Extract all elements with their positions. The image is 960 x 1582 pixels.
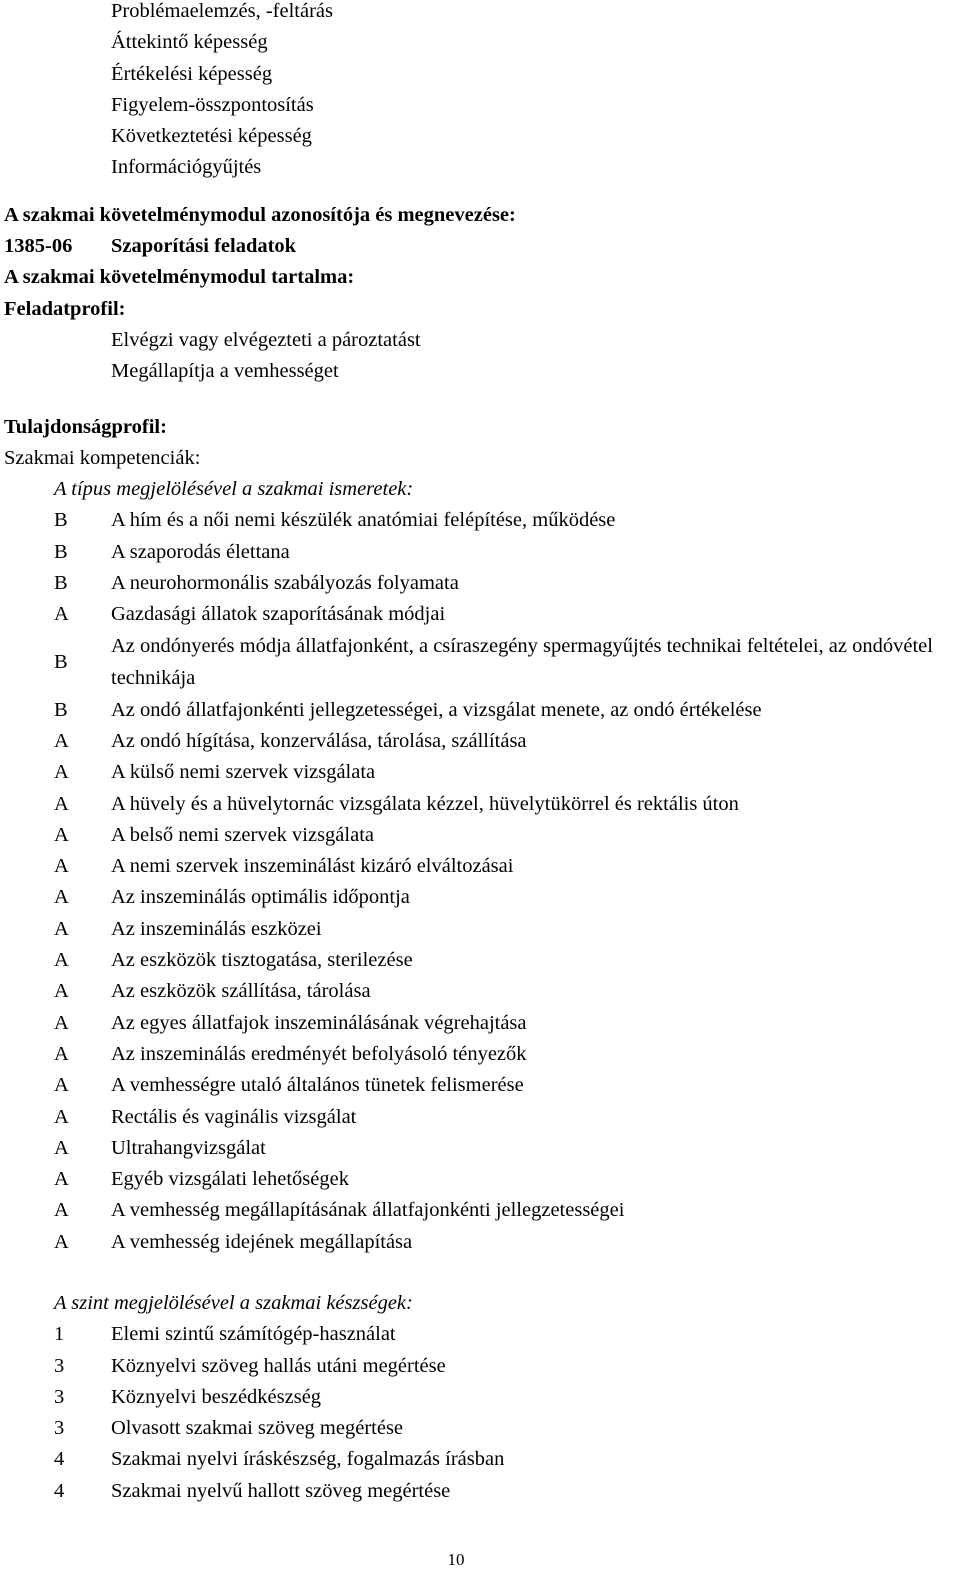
- knowledge-type: B: [54, 698, 68, 721]
- knowledge-text: Az inszeminálás optimális időpontja: [111, 886, 410, 909]
- knowledge-type: A: [54, 980, 69, 1003]
- list-item: Értékelési képesség: [111, 62, 273, 85]
- knowledge-type: A: [54, 886, 69, 909]
- list-item: [4, 1039, 956, 1070]
- document-page: [4, 0, 956, 1507]
- list-item: [4, 1008, 956, 1039]
- list-item: [4, 537, 956, 568]
- knowledge-type: A: [54, 729, 69, 752]
- knowledge-type: B: [54, 572, 68, 595]
- property-profile-heading: Tulajdonságprofil:: [4, 415, 167, 438]
- list-item: [4, 568, 956, 599]
- list-item: [4, 1227, 956, 1258]
- skill-level: 1: [54, 1323, 65, 1346]
- skill-text: Köznyelvi beszédkészség: [111, 1385, 322, 1408]
- knowledge-text: Az eszközök szállítása, tárolása: [111, 980, 371, 1003]
- knowledge-text: Gazdasági állatok szaporításának módjai: [111, 603, 446, 626]
- skill-level: 3: [54, 1354, 65, 1377]
- list-item: [4, 1382, 956, 1413]
- list-item: [4, 851, 956, 882]
- knowledge-text: A hím és a női nemi készülék anatómiai felépítése, működése: [111, 509, 616, 532]
- list-item: [4, 945, 956, 976]
- list-item: [4, 914, 956, 945]
- list-item: [4, 1164, 956, 1195]
- knowledge-type: A: [54, 792, 69, 815]
- skill-level: 3: [54, 1385, 65, 1408]
- knowledge-text: Az ondó állatfajonkénti jellegzetességei, a vizsgálat menete, az ondó értékelése: [111, 698, 762, 721]
- competencies-label: Szakmai kompetenciák:: [4, 446, 201, 469]
- knowledge-text: A vemhesség megállapításának állatfajonkénti jellegzetességei: [111, 1199, 625, 1222]
- knowledge-type: B: [54, 540, 68, 563]
- list-item: [4, 505, 956, 536]
- knowledge-type: A: [54, 823, 69, 846]
- knowledge-list: [4, 505, 956, 1258]
- knowledge-text: A vemhességre utaló általános tünetek felismerése: [111, 1074, 524, 1097]
- knowledge-type: A: [54, 949, 69, 972]
- knowledge-type: B: [54, 650, 68, 673]
- knowledge-type: A: [54, 1199, 69, 1222]
- skill-text: Szakmai nyelvi íráskészség, fogalmazás írásban: [111, 1448, 505, 1471]
- knowledge-type: A: [54, 855, 69, 878]
- list-item: [4, 1476, 956, 1507]
- list-item: [4, 1133, 956, 1164]
- list-item: [4, 695, 956, 726]
- module-code: 1385-06: [4, 235, 73, 258]
- module-content-heading: A szakmai követelménymodul tartalma:: [4, 266, 355, 289]
- module-name: Szaporítási feladatok: [111, 235, 297, 258]
- list-item: Információgyűjtés: [111, 156, 262, 179]
- knowledge-text: A hüvely és a hüvelytornác vizsgálata kézzel, hüvelytükörrel és rektális úton: [111, 792, 739, 815]
- knowledge-type: A: [54, 1105, 69, 1128]
- knowledge-type: A: [54, 1230, 69, 1253]
- skill-text: Köznyelvi szöveg hallás utáni megértése: [111, 1354, 446, 1377]
- list-item: [4, 599, 956, 630]
- list-item: Következtetési képesség: [111, 125, 312, 148]
- knowledge-text: Ultrahangvizsgálat: [111, 1136, 266, 1159]
- knowledge-type: A: [54, 603, 69, 626]
- list-item: [4, 726, 956, 757]
- skills-heading: A szint megjelölésével a szakmai készségek:: [54, 1291, 413, 1314]
- module-id-heading: A szakmai követelménymodul azonosítója és megnevezése:: [4, 203, 516, 226]
- knowledge-text: Az ondó hígítása, konzerválása, tárolása, szállítása: [111, 729, 527, 752]
- list-item: [4, 1413, 956, 1444]
- knowledge-text: A szaporodás élettana: [111, 540, 290, 563]
- module-code-name: [4, 231, 956, 262]
- knowledge-type: A: [54, 1074, 69, 1097]
- page-number: 10: [447, 1550, 465, 1569]
- skills-list: [4, 1319, 956, 1507]
- knowledge-text: Az ondónyerés módja állatfajonként, a csíraszegény spermagyűjtés technikai feltételei, az ondóvétel technikája: [111, 635, 933, 689]
- knowledge-text: Egyéb vizsgálati lehetőségek: [111, 1168, 349, 1191]
- list-item: Figyelem-összpontosítás: [111, 93, 314, 116]
- skill-text: Olvasott szakmai szöveg megértése: [111, 1417, 404, 1440]
- knowledge-text: Az eszközök tisztogatása, sterilezése: [111, 949, 413, 972]
- top-ability-list: [4, 0, 956, 184]
- list-item: [4, 820, 956, 851]
- list-item: Problémaelemzés, -feltárás: [111, 0, 333, 22]
- knowledge-type: A: [54, 1136, 69, 1159]
- knowledge-type: A: [54, 917, 69, 940]
- skill-text: Elemi szintű számítógép-használat: [111, 1323, 396, 1346]
- knowledge-text: Rectális és vaginális vizsgálat: [111, 1105, 357, 1128]
- list-item: [4, 976, 956, 1007]
- skill-level: 4: [54, 1479, 65, 1502]
- task-item: Megállapítja a vemhességet: [111, 360, 339, 383]
- knowledge-heading: A típus megjelölésével a szakmai ismeretek:: [54, 478, 414, 501]
- list-item: [4, 1195, 956, 1226]
- list-item: [4, 631, 956, 695]
- skill-level: 3: [54, 1417, 65, 1440]
- skill-text: Szakmai nyelvű hallott szöveg megértése: [111, 1479, 451, 1502]
- list-item: [4, 882, 956, 913]
- list-item: [4, 1070, 956, 1101]
- skill-level: 4: [54, 1448, 65, 1471]
- knowledge-type: A: [54, 1011, 69, 1034]
- knowledge-text: A külső nemi szervek vizsgálata: [111, 761, 376, 784]
- list-item: [4, 757, 956, 788]
- knowledge-text: Az egyes állatfajok inszeminálásának végrehajtása: [111, 1011, 527, 1034]
- list-item: [4, 1319, 956, 1350]
- knowledge-type: A: [54, 1168, 69, 1191]
- knowledge-text: Az inszeminálás eszközei: [111, 917, 322, 940]
- knowledge-text: A nemi szervek inszeminálást kizáró elváltozásai: [111, 855, 514, 878]
- knowledge-type: B: [54, 509, 68, 532]
- knowledge-text: A belső nemi szervek vizsgálata: [111, 823, 374, 846]
- task-item: Elvégzi vagy elvégezteti a pároztatást: [111, 328, 421, 351]
- list-item: [4, 1351, 956, 1382]
- list-item: Áttekintő képesség: [111, 31, 268, 54]
- knowledge-text: A vemhesség idejének megállapítása: [111, 1230, 413, 1253]
- knowledge-text: A neurohormonális szabályozás folyamata: [111, 572, 459, 595]
- knowledge-type: A: [54, 761, 69, 784]
- list-item: [4, 1102, 956, 1133]
- list-item: [4, 789, 956, 820]
- knowledge-type: A: [54, 1042, 69, 1065]
- knowledge-text: Az inszeminálás eredményét befolyásoló tényezők: [111, 1042, 527, 1065]
- task-profile-heading: Feladatprofil:: [4, 297, 126, 320]
- list-item: [4, 1444, 956, 1475]
